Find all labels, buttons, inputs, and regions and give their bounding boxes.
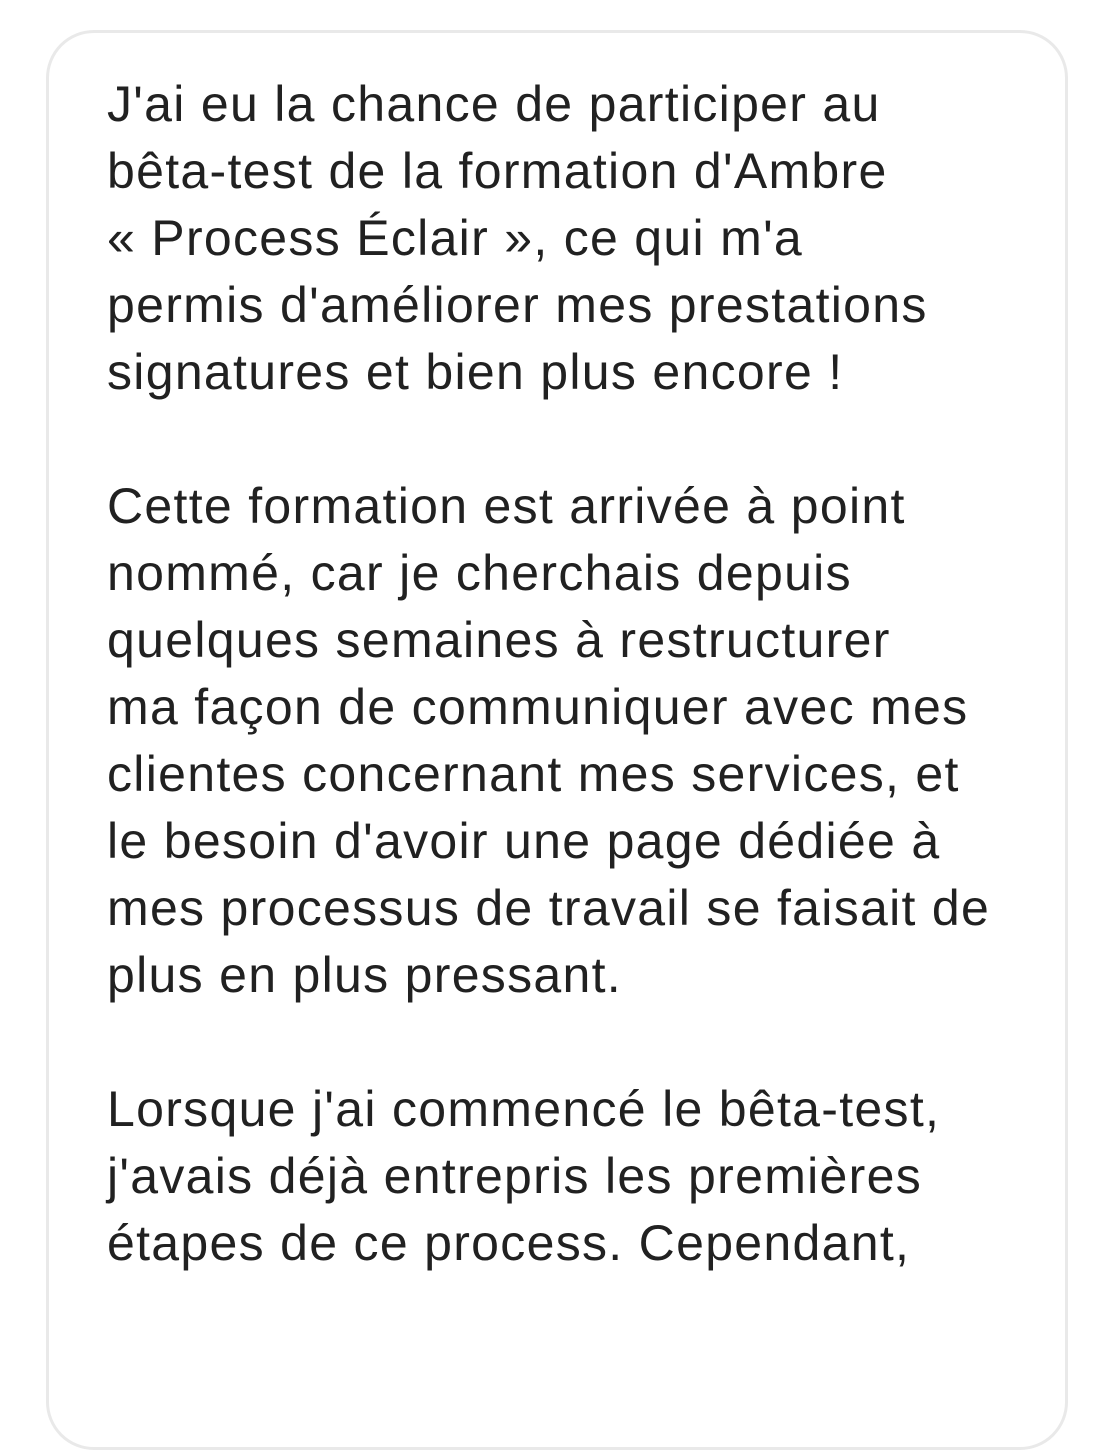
testimonial-card bbox=[46, 30, 1068, 1450]
testimonial-line: Lorsque j'ai commencé le bêta-test, bbox=[107, 1081, 941, 1137]
testimonial-line: ma façon de communiquer avec mes bbox=[107, 679, 969, 735]
testimonial-line: J'ai eu la chance de participer au bbox=[107, 76, 881, 132]
testimonial-line: « Process Éclair », ce qui m'a bbox=[107, 210, 804, 266]
testimonial-line: bêta-test de la formation d'Ambre bbox=[107, 143, 888, 199]
testimonial-line: le besoin d'avoir une page dédiée à bbox=[107, 813, 941, 869]
testimonial-line: permis d'améliorer mes prestations bbox=[107, 277, 928, 333]
testimonial-line: signatures et bien plus encore ! bbox=[107, 344, 844, 400]
testimonial-line: Cette formation est arrivée à point bbox=[107, 478, 906, 534]
testimonial-line: mes processus de travail se faisait de bbox=[107, 880, 991, 936]
testimonial-line: quelques semaines à restructurer bbox=[107, 612, 891, 668]
testimonial-line: étapes de ce process. Cependant, bbox=[107, 1215, 911, 1271]
testimonial-text bbox=[49, 33, 1065, 1357]
testimonial-line: clientes concernant mes services, et bbox=[107, 746, 960, 802]
testimonial-line: j'avais déjà entrepris les premières bbox=[107, 1148, 923, 1204]
testimonial-line: nommé, car je cherchais depuis bbox=[107, 545, 852, 601]
testimonial-paragraph-3 bbox=[107, 1076, 1035, 1277]
testimonial-line: plus en plus pressant. bbox=[107, 947, 623, 1003]
testimonial-paragraph-2 bbox=[107, 473, 1035, 1009]
testimonial-paragraph-1 bbox=[107, 71, 1035, 406]
